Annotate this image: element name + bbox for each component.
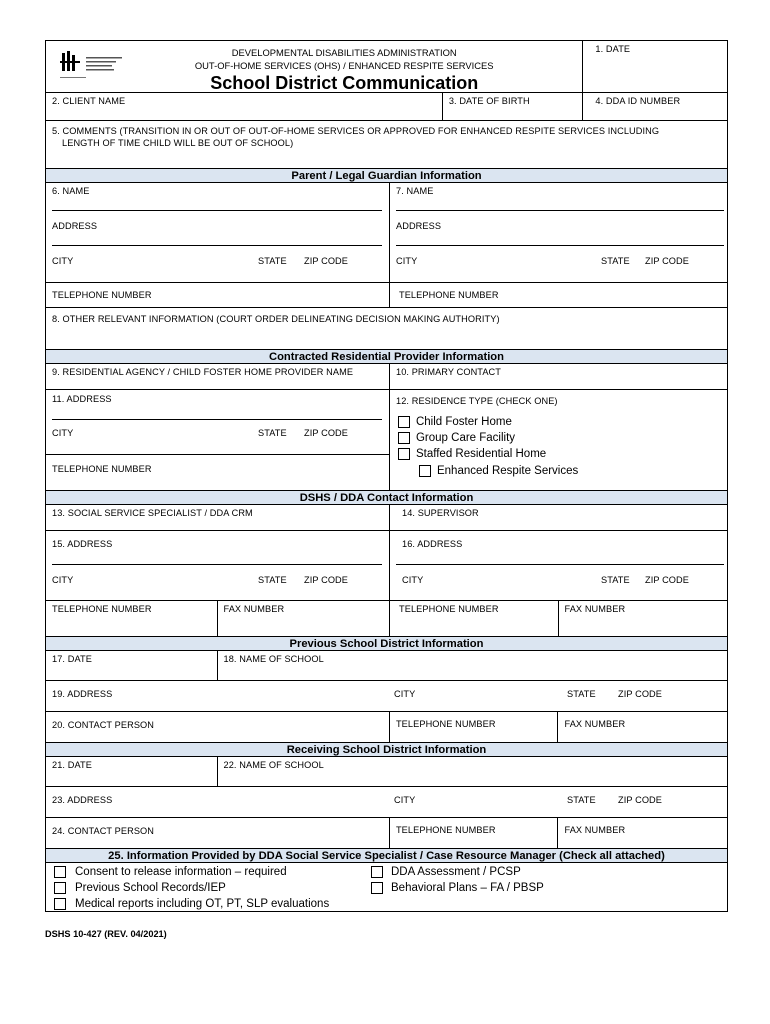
info-section-title: 25. Information Provided by DDA Social Service Specialist / Case Resource Manager (Check all attached)	[45, 848, 728, 862]
info-medical[interactable]	[54, 896, 329, 911]
dshs-left	[46, 531, 390, 600]
dshs-phone2-label: TELEPHONE NUMBER	[399, 604, 499, 614]
parent-state-label: STATE	[258, 256, 287, 266]
checkbox-icon[interactable]	[54, 866, 66, 878]
checkbox-icon[interactable]	[371, 882, 383, 894]
parent-divider	[46, 282, 389, 283]
dshs-supervisor-cell[interactable]	[390, 505, 727, 530]
dshs-phone2-cell[interactable]	[390, 601, 559, 636]
previous-top-row	[45, 650, 728, 680]
dshs-fax-label: FAX NUMBER	[223, 604, 285, 614]
previous-phone-cell[interactable]	[390, 712, 559, 742]
receiving-school-cell[interactable]	[218, 757, 727, 786]
client-row	[45, 92, 728, 120]
receiving-date-cell[interactable]	[46, 757, 218, 786]
dda-id-label: 4. DDA ID NUMBER	[595, 96, 681, 106]
comments-cell[interactable]	[46, 121, 727, 168]
info-dda-assessment[interactable]	[371, 864, 521, 880]
provider-left	[46, 390, 390, 490]
previous-school-label: 18. NAME OF SCHOOL	[223, 654, 324, 664]
dshs-block	[45, 530, 728, 600]
previous-fax-label: FAX NUMBER	[564, 719, 626, 729]
provider-zip-label: ZIP CODE	[304, 428, 349, 438]
provider-state-label: STATE	[258, 428, 287, 438]
dshs-right	[390, 531, 727, 600]
provider-top-row	[45, 363, 728, 389]
parent-address2-line[interactable]	[396, 232, 724, 246]
info-block	[45, 862, 728, 912]
parent-left	[46, 183, 390, 307]
checkbox-icon[interactable]	[371, 866, 383, 878]
opt2-label: Group Care Facility	[415, 432, 516, 444]
info-cell	[46, 863, 727, 911]
opt1-label: Child Foster Home	[415, 416, 512, 428]
info-consent[interactable]	[54, 864, 287, 880]
previous-zip-label: ZIP CODE	[618, 689, 663, 699]
receiving-address-row	[45, 786, 728, 817]
comments-row	[45, 120, 728, 168]
parent-name7-line[interactable]	[396, 197, 724, 211]
provider-telephone-label: TELEPHONE NUMBER	[52, 464, 152, 474]
header-main	[46, 41, 583, 92]
parent-address-line[interactable]	[52, 232, 382, 246]
provider-agency-cell[interactable]	[46, 364, 390, 389]
date-label: 1. DATE	[595, 44, 631, 54]
dshs-address16-line[interactable]	[396, 551, 724, 565]
parent-zip2-label: ZIP CODE	[644, 256, 690, 266]
other-info-label: 8. OTHER RELEVANT INFORMATION (COURT ORDER DELINEATING DECISION MAKING AUTHORITY)	[52, 314, 500, 324]
dshs-address15-line[interactable]	[52, 551, 382, 565]
provider-primary-label: 10. PRIMARY CONTACT	[395, 367, 502, 377]
previous-fax-cell[interactable]	[558, 712, 727, 742]
parent-city2-label: CITY	[395, 256, 418, 266]
previous-section-title: Previous School District Information	[45, 636, 728, 650]
provider-primary-cell[interactable]	[390, 364, 727, 389]
opt-group-care-facility[interactable]	[398, 430, 515, 446]
checkbox-icon[interactable]	[398, 448, 410, 460]
provider-address-line[interactable]	[52, 406, 382, 420]
checkbox-icon[interactable]	[398, 432, 410, 444]
receiving-fax-cell[interactable]	[558, 818, 727, 848]
parent-block	[45, 182, 728, 307]
parent-name6-label: 6. NAME	[52, 186, 90, 196]
parent-city-label: CITY	[52, 256, 74, 266]
comments-label-1: 5. COMMENTS (TRANSITION IN OR OUT OF OUT-OF-HOME SERVICES OR APPROVED FOR ENHANCED RESPITE SERVICES INCLUDING	[52, 126, 660, 136]
parent-telephone-label: TELEPHONE NUMBER	[52, 290, 152, 300]
receiving-date-label: 21. DATE	[52, 760, 92, 770]
opt-enhanced-respite[interactable]	[419, 463, 578, 479]
parent-state2-label: STATE	[600, 256, 630, 266]
provider-city-label: CITY	[52, 428, 74, 438]
receiving-fax-label: FAX NUMBER	[564, 825, 626, 835]
previous-date-cell[interactable]	[46, 651, 218, 680]
provider-divider	[46, 454, 389, 455]
parent-section-title: Parent / Legal Guardian Information	[45, 168, 728, 182]
provider-block	[45, 389, 728, 490]
date-cell[interactable]	[583, 41, 727, 92]
dshs-specialist-cell[interactable]	[46, 505, 390, 530]
other-info-row	[45, 307, 728, 349]
header-row	[45, 40, 728, 92]
dshs-specialist-label: 13. SOCIAL SERVICE SPECIALIST / DDA CRM	[52, 508, 253, 518]
previous-date-label: 17. DATE	[52, 654, 92, 664]
dshs-state-label: STATE	[258, 575, 287, 585]
dshs-fax-cell[interactable]	[218, 601, 391, 636]
opt-child-foster-home[interactable]	[398, 414, 512, 430]
dshs-city-label: CITY	[52, 575, 74, 585]
info-school-records[interactable]	[54, 880, 226, 896]
receiving-contact-row	[45, 817, 728, 848]
client-name-label: 2. CLIENT NAME	[52, 96, 126, 106]
comments-label-2: LENGTH OF TIME CHILD WILL BE OUT OF SCHOOL)	[62, 138, 294, 148]
info-school-records-label: Previous School Records/IEP	[75, 882, 226, 894]
receiving-address-label: 23. ADDRESS	[52, 795, 113, 805]
checkbox-icon[interactable]	[419, 465, 431, 477]
previous-contact-cell[interactable]	[46, 712, 390, 742]
checkbox-icon[interactable]	[54, 882, 66, 894]
client-name-cell[interactable]	[46, 93, 443, 120]
dshs-zip-label: ZIP CODE	[304, 575, 349, 585]
dda-id-cell[interactable]	[583, 93, 727, 120]
receiving-phone-cell[interactable]	[390, 818, 559, 848]
form	[45, 40, 728, 939]
checkbox-icon[interactable]	[398, 416, 410, 428]
opt4-label: Enhanced Respite Services	[436, 465, 579, 477]
previous-address-cell[interactable]	[46, 681, 727, 711]
previous-phone-label: TELEPHONE NUMBER	[395, 719, 496, 729]
form-title: School District Communication	[210, 73, 479, 92]
other-info-cell[interactable]	[46, 308, 727, 349]
provider-address-label: 11. ADDRESS	[52, 394, 112, 404]
parent-name7-label: 7. NAME	[395, 186, 434, 196]
dshs-top-row	[45, 504, 728, 530]
previous-state-label: STATE	[567, 689, 596, 699]
previous-address-row	[45, 680, 728, 711]
info-behavioral-label: Behavioral Plans – FA / PBSP	[391, 882, 544, 894]
receiving-zip-label: ZIP CODE	[618, 795, 663, 805]
previous-contact-label: 20. CONTACT PERSON	[52, 720, 155, 730]
checkbox-icon[interactable]	[54, 898, 66, 910]
parent-zip-label: ZIP CODE	[304, 256, 349, 266]
dshs-phone-row	[45, 600, 728, 636]
dshs-phone-cell[interactable]	[46, 601, 218, 636]
dob-cell[interactable]	[443, 93, 584, 120]
parent-divider2	[390, 282, 727, 283]
receiving-phone-label: TELEPHONE NUMBER	[395, 825, 496, 835]
previous-contact-row	[45, 711, 728, 742]
dshs-city2-label: CITY	[401, 575, 424, 585]
dshs-fax2-label: FAX NUMBER	[564, 604, 626, 614]
receiving-section-title: Receiving School District Information	[45, 742, 728, 756]
provider-agency-label: 9. RESIDENTIAL AGENCY / CHILD FOSTER HOME PROVIDER NAME	[52, 367, 354, 377]
dshs-zip2-label: ZIP CODE	[644, 575, 690, 585]
opt-staffed-residential-home[interactable]	[398, 446, 546, 462]
form-footer: DSHS 10-427 (REV. 04/2021)	[45, 929, 167, 939]
parent-telephone2-label: TELEPHONE NUMBER	[398, 290, 499, 300]
dshs-fax2-cell[interactable]	[559, 601, 728, 636]
receiving-contact-label: 24. CONTACT PERSON	[52, 826, 155, 836]
info-medical-label: Medical reports including OT, PT, SLP evaluations	[75, 898, 330, 910]
receiving-address-cell[interactable]	[46, 787, 727, 817]
dshs-phone-label: TELEPHONE NUMBER	[52, 604, 152, 614]
parent-right	[390, 183, 727, 307]
opt3-label: Staffed Residential Home	[415, 448, 547, 460]
info-dda-assessment-label: DDA Assessment / PCSP	[391, 866, 521, 878]
provider-right	[390, 390, 727, 490]
dshs-supervisor-label: 14. SUPERVISOR	[401, 508, 479, 518]
dob-label: 3. DATE OF BIRTH	[448, 96, 530, 106]
parent-name6-line[interactable]	[52, 197, 382, 211]
parent-address2-label: ADDRESS	[395, 221, 442, 231]
agency-line1: DEVELOPMENTAL DISABILITIES ADMINISTRATION	[231, 47, 457, 58]
receiving-contact-cell[interactable]	[46, 818, 390, 848]
dshs-address16-label: 16. ADDRESS	[401, 539, 463, 549]
receiving-state-label: STATE	[567, 795, 596, 805]
receiving-city-label: CITY	[394, 795, 416, 805]
dshs-state2-label: STATE	[600, 575, 630, 585]
previous-school-cell[interactable]	[218, 651, 727, 680]
dshs-address15-label: 15. ADDRESS	[52, 539, 113, 549]
previous-city-label: CITY	[394, 689, 416, 699]
info-behavioral[interactable]	[371, 880, 544, 896]
previous-address-label: 19. ADDRESS	[52, 689, 113, 699]
agency-line2: OUT-OF-HOME SERVICES (OHS) / ENHANCED RESPITE SERVICES	[194, 60, 494, 71]
residence-type-label: 12. RESIDENCE TYPE (CHECK ONE)	[395, 396, 558, 406]
receiving-school-label: 22. NAME OF SCHOOL	[223, 760, 324, 770]
info-consent-label: Consent to release information – required	[75, 866, 287, 878]
receiving-top-row	[45, 756, 728, 786]
provider-section-title: Contracted Residential Provider Information	[45, 349, 728, 363]
parent-address-label: ADDRESS	[52, 221, 98, 231]
dshs-section-title: DSHS / DDA Contact Information	[45, 490, 728, 504]
